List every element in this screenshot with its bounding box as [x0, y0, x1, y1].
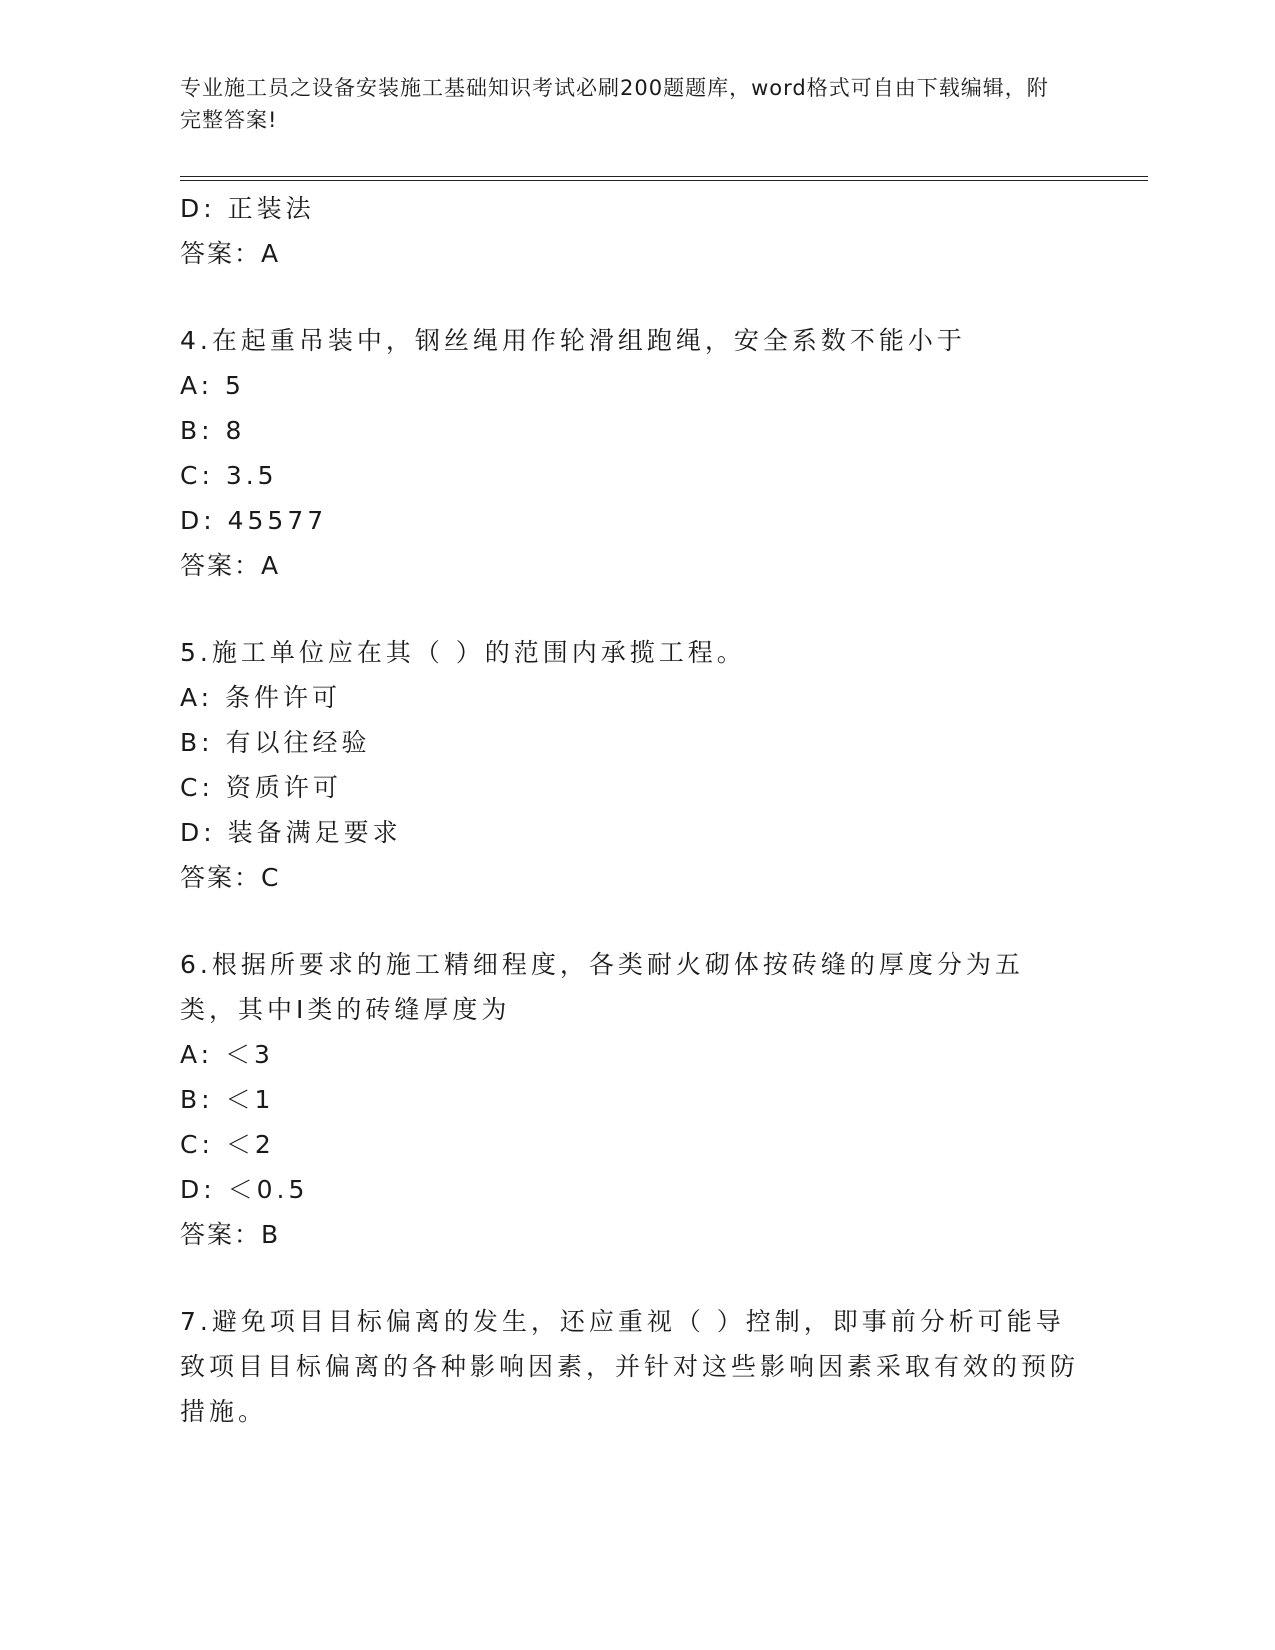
option-c: C: ＜2 — [180, 1130, 275, 1159]
option-a: A: 条件许可 — [180, 683, 342, 712]
option-b: B: ＜1 — [180, 1085, 275, 1114]
option-d: D: 正装法 — [180, 194, 315, 223]
option-d: D: ＜0.5 — [180, 1175, 309, 1204]
option-a: A: 5 — [180, 371, 245, 400]
question-stem: 5.施工单位应在其（ ）的范围内承揽工程。 — [180, 638, 746, 667]
question-list — [180, 186, 1080, 1434]
option-b: B: 8 — [180, 416, 246, 445]
answer-line: 答案：A — [180, 239, 281, 268]
answer-line: 答案：A — [180, 551, 281, 580]
question-stem: 6.根据所要求的施工精细程度，各类耐火砌体按砖缝的厚度分为五类，其中I类的砖缝厚度为 — [180, 950, 1024, 1024]
option-b: B: 有以往经验 — [180, 728, 371, 757]
question-5 — [180, 630, 1080, 900]
header-divider — [180, 176, 1148, 181]
answer-line: 答案：B — [180, 1220, 281, 1249]
question-7 — [180, 1299, 1080, 1434]
question-stem: 7.避免项目目标偏离的发生，还应重视（ ）控制，即事前分析可能导致项目目标偏离的各种影响因素，并针对这些影响因素采取有效的预防措施。 — [180, 1307, 1080, 1426]
answer-line: 答案：C — [180, 863, 281, 892]
question-6 — [180, 942, 1080, 1257]
option-d: D: 装备满足要求 — [180, 818, 402, 847]
option-c: C: 3.5 — [180, 461, 278, 490]
option-d: D: 45577 — [180, 506, 328, 535]
document-header-title: 专业施工员之设备安装施工基础知识考试必刷200题题库，word格式可自由下载编辑，附完整答案! — [180, 76, 1049, 132]
question-stem: 4.在起重吊装中，钢丝绳用作轮滑组跑绳，安全系数不能小于 — [180, 326, 966, 355]
option-c: C: 资质许可 — [180, 773, 342, 802]
question-4 — [180, 318, 1080, 588]
option-a: A: ＜3 — [180, 1040, 274, 1069]
